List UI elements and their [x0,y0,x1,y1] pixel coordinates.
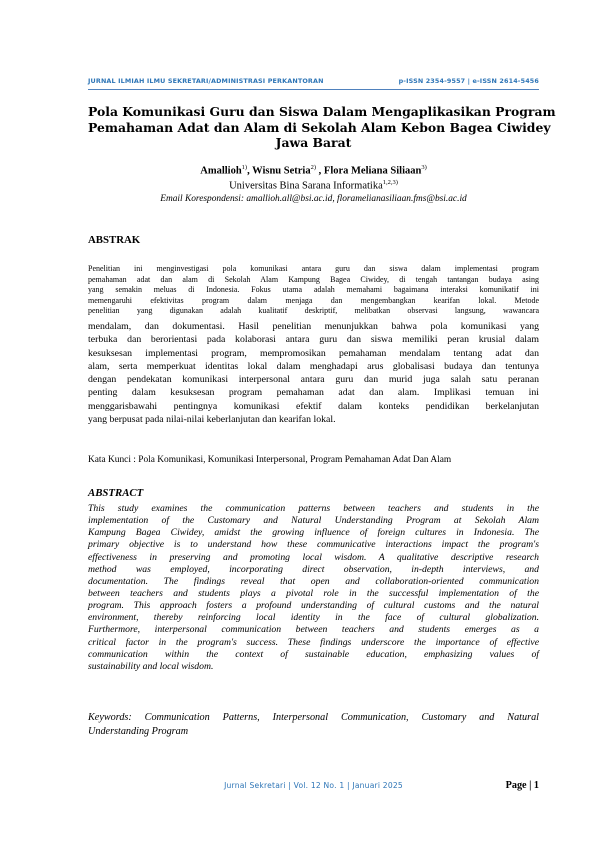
author-name: Wisnu Setria [252,165,311,177]
abstract-line: program. This approach fosters a profound understanding of cultural customs and the natural [88,600,539,612]
author-list [88,164,539,177]
affiliation-name: Universitas Bina Sarana Informatika [229,180,383,192]
page-footer [88,781,539,795]
abstract-line: between teachers and students plays a pivotal role in the successful implementation of the [88,587,539,599]
abstrak-body-small [88,264,539,317]
abstrak-line: yang berpusat pada nilai-nilai keberlanjutan dan kearifan lokal. [88,414,336,426]
author-name: Amallioh [200,165,242,177]
abstract-line: method was employed, incorporating direct observation, in-depth interviews, and [88,563,539,575]
abstrak-line: yang semakin meluas di Indonesia. Fokus utama adalah memahami bagaimana interaksi komunikatif ini [88,285,539,294]
abstrak-line: penting dalam kesuksesan program pemahaman adat dan alam. Implikasi temuan ini [88,387,539,399]
abstrak-line: penelitian yang digunakan adalah kualitatif deskriptif, melibatkan observasi langsung, wawancara [88,306,539,315]
paper-title [88,104,556,151]
abstrak-heading: ABSTRAK [88,234,141,246]
abstract-line: Kampung Bagea Ciwidey, amidst the growing influence of foreign cultures in Indonesia. The [88,527,539,539]
title-line: Pemahaman Adat dan Alam di Sekolah Alam Kebon Bagea Ciwidey [88,119,551,135]
abstract-line: primary objective is to understand how these communicative interactions impact the program's [88,539,539,551]
journal-name: JURNAL ILMIAH ILMU SEKRETARI/ADMINISTRASI PERKANTORAN [88,77,324,85]
abstract-line: communication within the context of sustainable education, emphasizing values of [88,648,539,660]
footer-journal: Jurnal Sekretari | Vol. 12 No. 1 | Januari 2025 [224,781,403,790]
affiliation [88,179,539,192]
author-marker: 2) [310,164,317,171]
abstrak-line: dengan pendekatan komunikasi interpersonal antara guru dan murid juga salah satu peranan [88,374,539,386]
running-header [88,75,539,87]
author-separator: , [316,165,324,177]
abstrak-line: Penelitian ini menginvestigasi pola komunikasi antara guru dan siswa dalam implementasi program [88,264,539,273]
author-marker: 1) [241,164,248,171]
abstract-line: effectiveness in preserving and promoting local wisdom. A qualitative descriptive research [88,551,539,563]
title-line: Pola Komunikasi Guru dan Siswa Dalam Mengaplikasikan Program [88,104,556,119]
header-rule [88,89,539,90]
affiliation-marker: 1,2,3) [382,179,398,186]
author-separator: , [247,165,253,177]
abstract-body [88,503,539,673]
abstract-line: documentation. The findings reveal that open and collaboration-oriented communication [88,575,539,587]
kata-kunci: Kata Kunci : Pola Komunikasi, Komunikasi Interpersonal, Program Pemahaman Adat Dan Alam [88,455,452,465]
author-marker: 3) [421,164,427,171]
abstrak-line: memengaruhi efektivitas program dalam menjaga dan mengembangkan kearifan lokal. Metode [88,295,539,305]
keywords-line: Keywords: Communication Patterns, Interpersonal Communication, Customary and Natural [88,712,539,723]
page-number: Page | 1 [505,780,539,791]
abstract-line: This study examines the communication patterns between teachers and students in the [88,503,539,514]
abstract-line: Furthermore, interpersonal communication between teachers and students emerges as a [88,624,539,636]
correspondence-email: Email Korespondensi: amallioh.all@bsi.ac.id, floramelianasiliaan.fms@bsi.ac.id [160,194,467,204]
title-line: Jawa Barat [275,135,352,150]
abstrak-line: mendalam, dan dokumentasi. Hasil penelitian menunjukkan bahwa pola komunikasi yang [88,321,539,332]
abstract-line: environment, thereby reinforcing local identity in the face of cultural globalization. [88,612,539,624]
abstract-line: sustainability and local wisdom. [88,660,214,672]
issn: p-ISSN 2354-9557 | e-ISSN 2614-5456 [398,77,539,85]
abstract-line: implementation of the Customary and Natural Understanding Program at Sekolah Alam [88,515,539,527]
author-name: Flora Meliana Siliaan [323,165,422,177]
abstrak-line: pemahaman adat dan alam di Sekolah Alam Kampung Bagea Ciwidey, di tengah tantangan budaya asing [88,274,539,284]
abstract-line: critical factor in the program's success. These findings underscore the importance of effective [88,636,539,648]
abstrak-body [88,320,539,426]
abstrak-line: alam, serta memperkuat identitas lokal dalam menghadapi arus globalisasi budaya dan tentunya [88,360,539,372]
keywords-english [88,711,539,738]
keywords-line: Understanding Program [88,725,189,737]
abstrak-line: kesuksesan implementasi program, mempromosikan pemahaman mendalam tentang adat dan [88,347,539,359]
abstrak-line: terbuka dan berorientasi pada kolaborasi antara guru dan siswa memiliki peran krusial dalam [88,334,539,346]
abstract-heading: ABSTRACT [88,487,144,499]
abstrak-line: menggarisbawahi pentingnya komunikasi efektif dalam konteks pendidikan berkelanjutan [88,400,539,412]
